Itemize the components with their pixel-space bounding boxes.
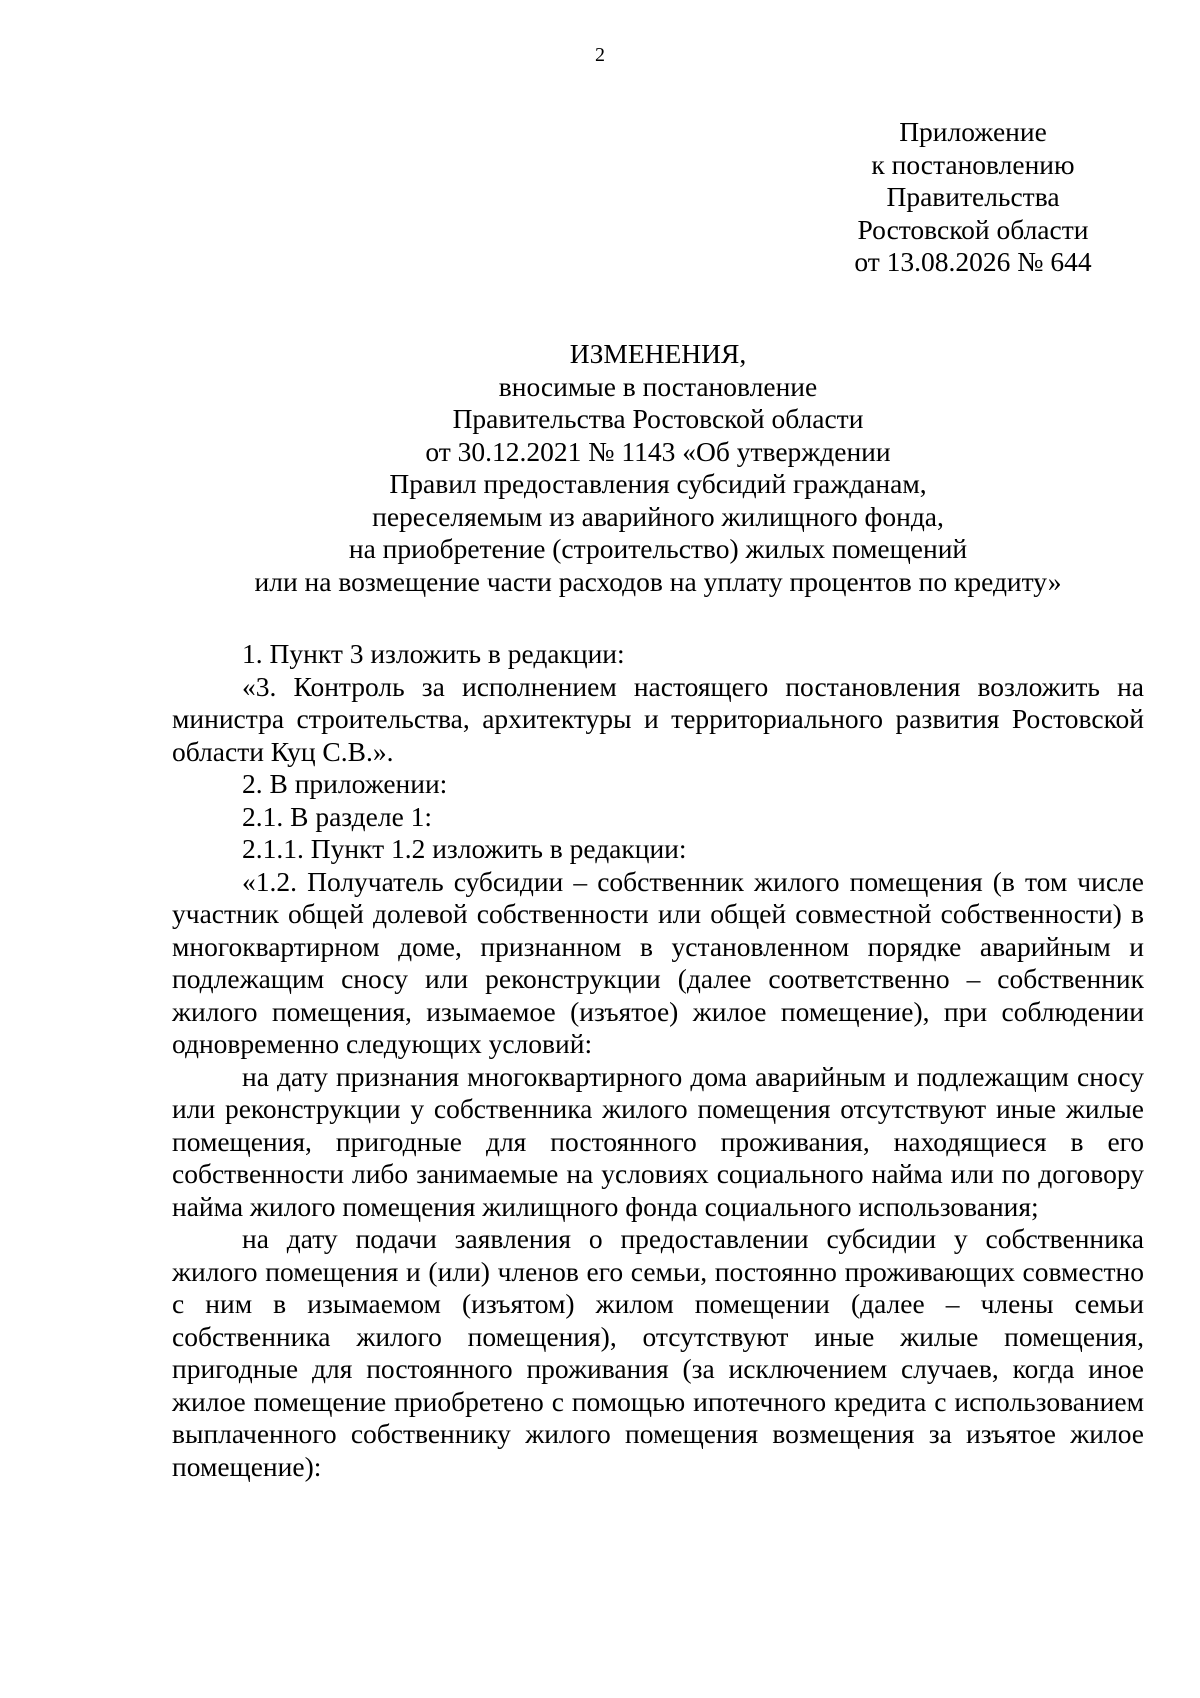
paragraph: на дату признания многоквартирного дома аварийным и подлежащим сносу или реконструкции у собственника жилого помещения отсутствуют иные жилые помещения, пригодные для постоянного проживания, находящиеся в его собственности либо занимаемые на условиях социального найма или по договору найма жилого помещения жилищного фонда социального использования; (172, 1060, 1144, 1222)
title-line: на приобретение (строительство) жилых помещений (348, 533, 968, 564)
paragraph: «1.2. Получатель субсидии – собственник жилого помещения (в том числе участник общей долевой собственности или общей совместной собственности) в многоквартирном доме, признанном в установленном порядке аварийным и подлежащим сносу или реконструкции (далее соответственно – собственник жилого помещения, изымаемое (изъятое) жилое помещение), при соблюдении одновременно следующих условий: (172, 865, 1144, 1059)
title-line: Правительства Ростовской области (452, 403, 864, 434)
title-line: вносимые в постановление (498, 370, 818, 402)
appendix-line: Ростовской области (857, 213, 1089, 245)
paragraph: на дату подачи заявления о предоставлении субсидии у собственника жилого помещения и (или) членов его семьи, постоянно проживающих совместно с ним в изымаемом (изъятом) жилом помещении (далее – члены семьи собственника жилого помещения), отсутствуют иные жилые помещения, пригодные для постоянного проживания (за исключением случаев, когда иное жилое помещение приобретено с помощью ипотечного кредита с использованием выплаченного собственнику жилого помещения возмещения за изъятое жилое помещение): (172, 1223, 1144, 1482)
title-line: или на возмещение части расходов на уплату процентов по кредиту» (254, 565, 1062, 597)
title-line: переселяемым из аварийного жилищного фонда, (372, 500, 944, 532)
appendix-line: к постановлению (871, 148, 1075, 180)
title-heading: ИЗМЕНЕНИЯ, (569, 338, 747, 369)
appendix-line: Приложение (899, 116, 1047, 147)
title-line: от 30.12.2021 № 1143 «Об утверждении (425, 435, 891, 467)
paragraph: 2.1. В разделе 1: (242, 800, 433, 832)
appendix-line: от 13.08.2026 № 644 (854, 246, 1092, 277)
paragraph: «3. Контроль за исполнением настоящего постановления возложить на министра строительства, архитектуры и территориального развития Ростовской области Куц С.В.». (172, 670, 1144, 767)
appendix-block (848, 116, 1098, 279)
appendix-line: Правительства (886, 181, 1060, 212)
page-number: 2 (595, 44, 605, 66)
title-line: Правил предоставления субсидий гражданам, (389, 468, 927, 499)
document-title (172, 338, 1144, 598)
paragraph: 2.1.1. Пункт 1.2 изложить в редакции: (242, 833, 687, 864)
document-body (172, 638, 1144, 1483)
paragraph: 2. В приложении: (242, 768, 448, 799)
paragraph: 1. Пункт 3 изложить в редакции: (242, 638, 625, 669)
